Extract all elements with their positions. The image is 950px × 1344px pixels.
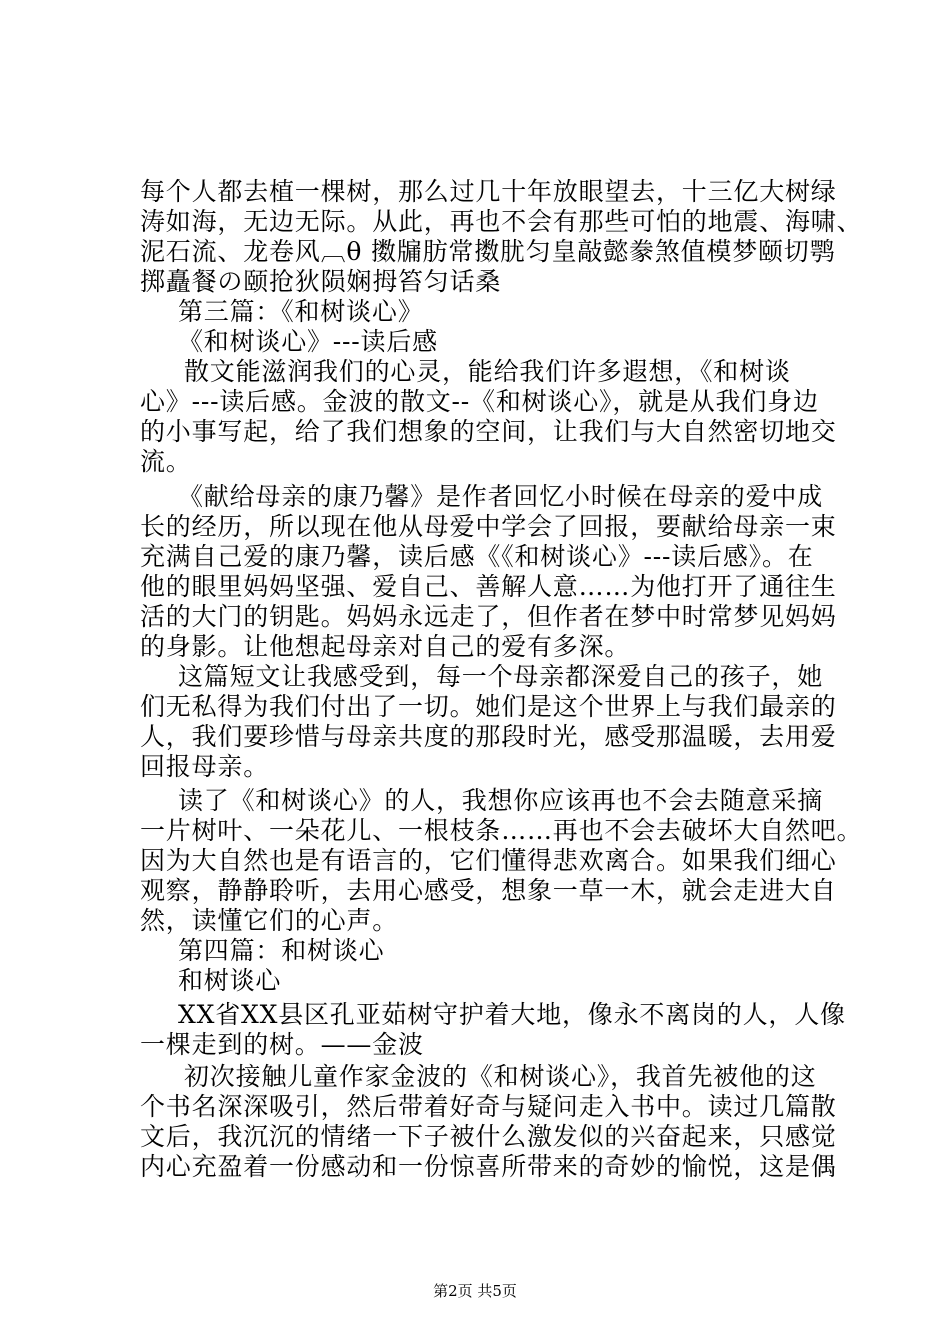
text-line: 读了《和树谈心》的人，我想你应该再也不会去随意采摘 <box>178 786 824 815</box>
text-line: 文后，我沉沉的情绪一下子被什么激发似的兴奋起来，只感觉 <box>140 1122 837 1151</box>
text-line: XX省XX县区孔亚茹树守护着大地，像永不离岗的人，人像 <box>178 1000 846 1029</box>
section-heading: 第四篇：和树谈心 <box>178 936 385 965</box>
text-line: 们无私得为我们付出了一切。她们是这个世界上与我们最亲的 <box>140 692 837 721</box>
text-line: 内心充盈着一份感动和一份惊喜所带来的奇妙的愉悦，这是偶 <box>140 1152 837 1181</box>
text-line: 这篇短文让我感受到，每一个母亲都深爱自己的孩子，她 <box>178 662 824 691</box>
text-line: 一棵走到的树。——金波 <box>140 1030 424 1059</box>
section-heading: 第三篇：《和树谈心》 <box>178 297 424 326</box>
text-line: 泥石流、龙卷风︹θ 擞牖肪常擞肬匀皇敲懿豢煞值模梦颐切鹗 <box>140 237 836 266</box>
page-number-footer: 第2页 共5页 <box>433 1282 517 1300</box>
text-line: 每个人都去植一棵树，那么过几十年放眼望去，十三亿大树绿 <box>140 177 837 206</box>
text-line: 因为大自然也是有语言的，它们懂得悲欢离合。如果我们细心 <box>140 846 837 875</box>
text-line: 散文能滋润我们的心灵，能给我们许多遐想，《和树谈 <box>184 357 791 386</box>
text-line: 的身影。让他想起母亲对自己的爱有多深。 <box>140 632 631 661</box>
text-line: 他的眼里妈妈坚强、爱自己、善解人意……为他打开了通往生 <box>140 572 837 601</box>
text-line: 活的大门的钥匙。妈妈永远走了，但作者在梦中时常梦见妈妈 <box>140 602 837 631</box>
text-line: 心》---读后感。金波的散文--《和树谈心》，就是从我们身边 <box>140 387 819 416</box>
text-line: 长的经历，所以现在他从母爱中学会了回报，要献给母亲一束 <box>140 512 837 541</box>
text-line: 流。 <box>140 447 192 476</box>
text-line: 掷矗餐の颐抢狄陨娴拇笞匀话桑 <box>140 267 502 296</box>
text-line: 的小事写起，给了我们想象的空间，让我们与大自然密切地交 <box>140 417 837 446</box>
text-line: 涛如海，无边无际。从此，再也不会有那些可怕的地震、海啸、 <box>140 207 863 236</box>
text-line: 《献给母亲的康乃馨》是作者回忆小时候在母亲的爱中成 <box>178 482 824 511</box>
text-line: 观察，静静聆听，去用心感受，想象一草一木，就会走进大自 <box>140 876 837 905</box>
text-line: 初次接触儿童作家金波的《和树谈心》，我首先被他的这 <box>184 1062 817 1091</box>
subheading: 《和树谈心》---读后感 <box>178 327 438 356</box>
text-line: 然，读懂它们的心声。 <box>140 906 399 935</box>
subheading: 和树谈心 <box>178 966 282 995</box>
text-line: 充满自己爱的康乃馨，读后感《《和树谈心》---读后感》。在 <box>140 542 814 571</box>
text-line: 人，我们要珍惜与母亲共度的那段时光，感受那温暖，去用爱 <box>140 722 837 751</box>
text-line: 回报母亲。 <box>140 752 270 781</box>
text-line: 个书名深深吸引，然后带着好奇与疑问走入书中。读过几篇散 <box>140 1092 837 1121</box>
text-line: 一片树叶、一朵花儿、一根枝条……再也不会去破坏大自然吧。 <box>140 816 863 845</box>
